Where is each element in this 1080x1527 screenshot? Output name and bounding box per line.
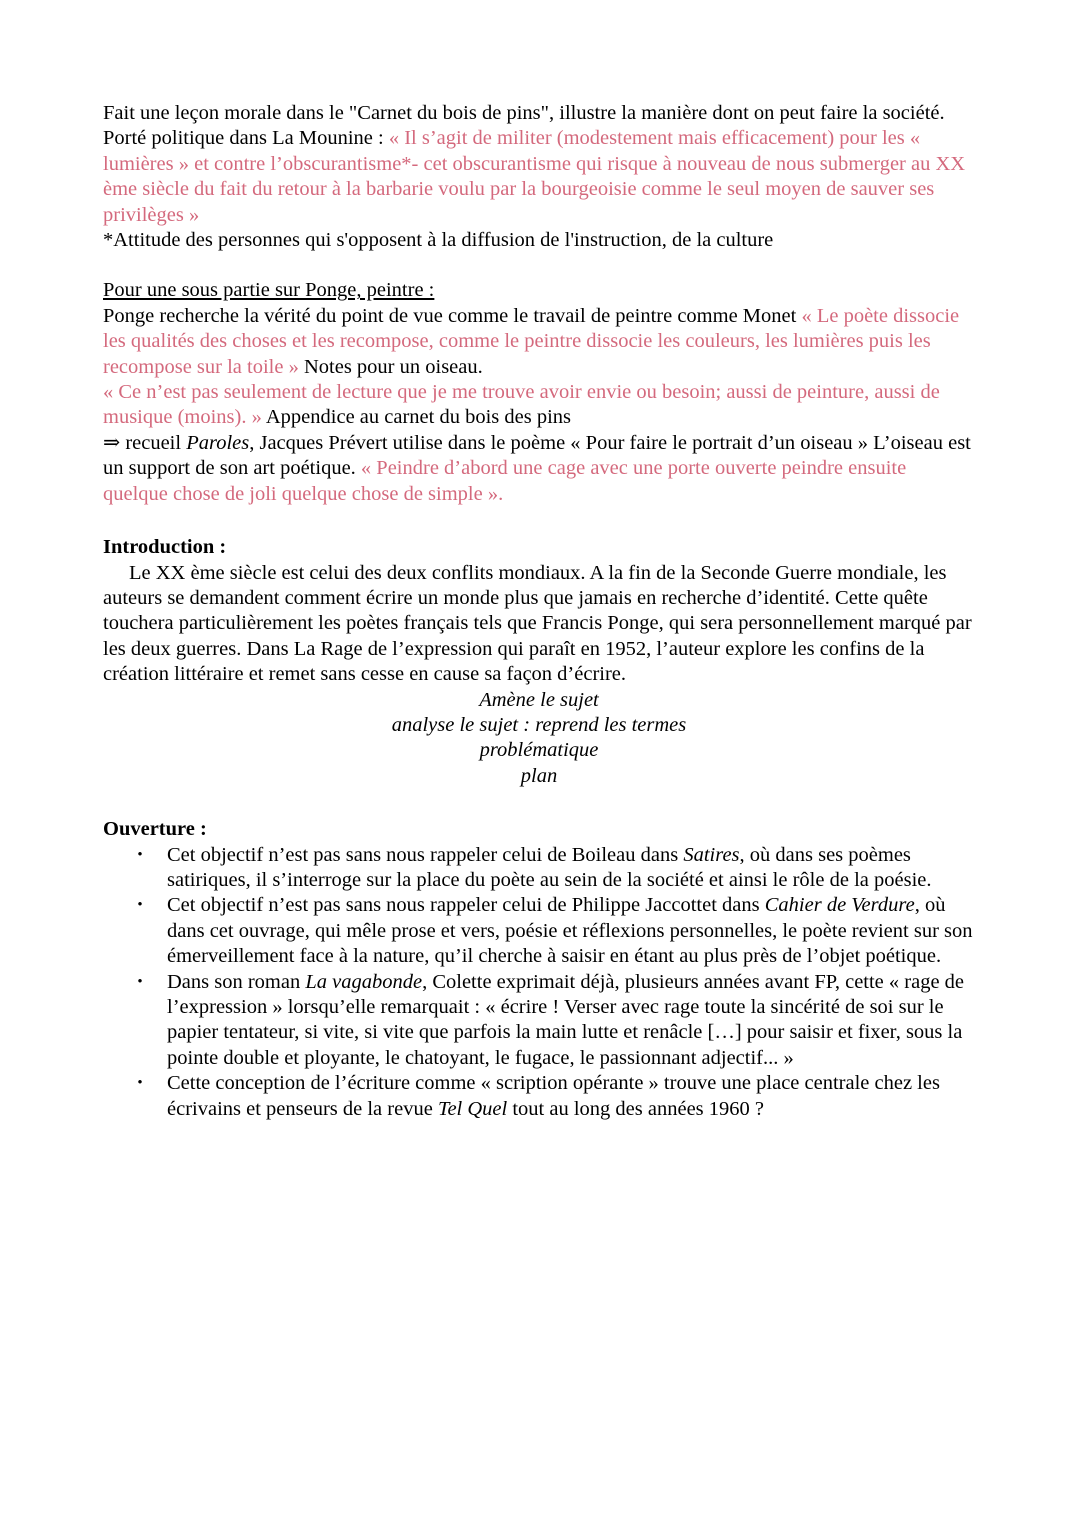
bullet-work-title: Cahier de Verdure bbox=[764, 894, 915, 917]
bullet-work-title: La vagabonde bbox=[305, 970, 423, 993]
list-item bbox=[103, 843, 975, 894]
spacer-before-ouverture bbox=[103, 789, 975, 817]
bullet-post-title-text: , où dans ses poèmes satiriques, il s’interroge sur la place du poète au sein de la société et ainsi le rôle de la poésie. bbox=[167, 843, 932, 891]
monet-quote: « Le poète dissocie les qualités des choses et les recompose, comme le peintre dissocie les couleurs, les lumières puis les recompose sur la toile » bbox=[103, 304, 960, 378]
heading-introduction-text: Introduction : bbox=[103, 536, 227, 559]
bullet-pre-title-text: Dans son roman bbox=[167, 970, 306, 993]
heading-ouverture-text: Ouverture : bbox=[103, 818, 207, 841]
prevert-pre-title-text: recueil bbox=[125, 431, 187, 454]
bullet-work-title: Tel Quel bbox=[437, 1097, 508, 1120]
ouverture-bullet-list bbox=[103, 843, 975, 1122]
bullet-point-icon: • bbox=[137, 1075, 143, 1092]
list-item bbox=[103, 970, 975, 1072]
prevert-quote: « Peindre d’abord une cage avec une porte ouverte peindre ensuite quelque chose de joli quelque chose de simple » bbox=[103, 457, 907, 505]
list-item bbox=[103, 1071, 975, 1122]
spacer-before-introduction bbox=[103, 507, 975, 535]
method-note-line bbox=[103, 738, 975, 763]
la-mounine-lead-text: Porté politique dans La Mounine : bbox=[103, 127, 389, 150]
spacer-before-ponge-peintre bbox=[103, 253, 975, 278]
bullet-point-icon: • bbox=[137, 846, 143, 863]
paragraph-carnet-text: Fait une leçon morale dans le "Carnet du bois de pins", illustre la manière dont on peut faire la société. bbox=[103, 102, 945, 124]
bullet-pre-title-text: Cet objectif n’est pas sans nous rappeler celui de Boileau dans bbox=[167, 843, 684, 866]
method-note-analyse-le-sujet: analyse le sujet : reprend les termes bbox=[391, 713, 687, 736]
double-right-arrow-icon: ⇒ bbox=[103, 431, 126, 454]
heading-ouverture bbox=[103, 817, 975, 842]
bullet-post-title-text: , Colette exprimait déjà, plusieurs années avant FP, cette « rage de l’expression » lorsqu’elle remarquait : « écrire ! Verser avec rage toute la sincérité de soi sur le papier tentateur, si vite, si vite que parfois la main lutte et renâcle […] pour saisir et fixer, sous la pointe double et ployante, le chatoyant, le fugace, le passionnant adjectif... » bbox=[167, 970, 965, 1069]
appendice-source-reference: Appendice au carnet du bois des pins bbox=[261, 406, 572, 429]
method-note-line bbox=[103, 713, 975, 738]
bullet-post-title-text: tout au long des années 1960 ? bbox=[507, 1097, 764, 1120]
paragraph-appendice-carnet bbox=[103, 380, 975, 431]
method-note-line bbox=[103, 688, 975, 713]
bullet-pre-title-text: Cet objectif n’est pas sans nous rappeler celui de Philippe Jaccottet dans bbox=[167, 894, 765, 917]
bullet-post-title-text: , où dans cet ouvrage, qui mêle prose et vers, poésie et réflexions personnelles, le poète revient sur son émerveillement face à la nature, qu’il cherche à saisir en étant au plus près de l’objet poétique. bbox=[167, 894, 973, 968]
introduction-body-text: Le XX ème siècle est celui des deux conflits mondiaux. A la fin de la Seconde Guerre mondiale, les auteurs se demandent comment écrire un monde plus que jamais en recherche d’identité. Cette quête touchera particulièrement les poètes français tels que Francis Ponge, qui sera personnellement marqué par les deux guerres. Dans La Rage de l’expression qui paraît en 1952, l’auteur explore les confins de la création littéraire et remet sans cesse en cause sa façon d’écrire. bbox=[103, 561, 972, 686]
method-note-line bbox=[103, 764, 975, 789]
la-mounine-quote: « Il s’agit de militer (modestement mais efficacement) pour les « lumières » et contre l’obscurantisme*- cet obscurantisme qui risque à nouveau de nous submerger au XX ème siècle du fait du retour à la barbarie voulu par la bourgeoisie comme le seul moyen de sauver ses privilèges » bbox=[103, 127, 966, 226]
paragraph-prevert-paroles bbox=[103, 431, 975, 507]
monet-lead-text: Ponge recherche la vérité du point de vue comme le travail de peintre comme Monet bbox=[103, 304, 802, 327]
introduction-method-notes bbox=[103, 688, 975, 790]
list-item bbox=[103, 893, 975, 969]
subheading-ponge-peintre bbox=[103, 278, 975, 303]
prevert-mid-text: , Jacques Prévert utilise dans le poème « Pour faire le portrait d’un oiseau » L’oiseau est un support de son art poétique. bbox=[103, 431, 971, 480]
paragraph-la-mounine bbox=[103, 126, 975, 228]
method-note-problematique: problématique bbox=[479, 739, 599, 762]
document-body bbox=[103, 101, 975, 1122]
bullet-point-icon: • bbox=[137, 973, 143, 990]
method-note-amene-le-sujet: Amène le sujet bbox=[479, 688, 599, 711]
paragraph-monet-comparison bbox=[103, 304, 975, 380]
heading-introduction bbox=[103, 535, 975, 560]
monet-source-reference: Notes pour un oiseau. bbox=[298, 355, 483, 378]
appendice-quote: « Ce n’est pas seulement de lecture que je me trouve avoir envie ou besoin; aussi de peinture, aussi de musique (moins). » bbox=[103, 381, 940, 429]
prevert-quote-period: . bbox=[498, 482, 504, 505]
subheading-ponge-peintre-text: Pour une sous partie sur Ponge, peintre : bbox=[103, 279, 435, 302]
footnote-obscurantisme-text: *Attitude des personnes qui s'opposent à la diffusion de l'instruction, de la culture bbox=[103, 229, 774, 252]
bullet-work-title: Satires bbox=[683, 843, 740, 866]
footnote-obscurantisme bbox=[103, 228, 975, 253]
method-note-plan: plan bbox=[520, 764, 558, 787]
paragraph-introduction-body bbox=[103, 561, 975, 688]
bullet-pre-title-text: Cette conception de l’écriture comme « scription opérante » trouve une place centrale chez les écrivains et penseurs de la revue bbox=[167, 1072, 940, 1120]
bullet-point-icon: • bbox=[137, 897, 143, 914]
paragraph-carnet-bois-de-pins bbox=[103, 101, 975, 126]
prevert-work-title: Paroles bbox=[186, 431, 250, 454]
